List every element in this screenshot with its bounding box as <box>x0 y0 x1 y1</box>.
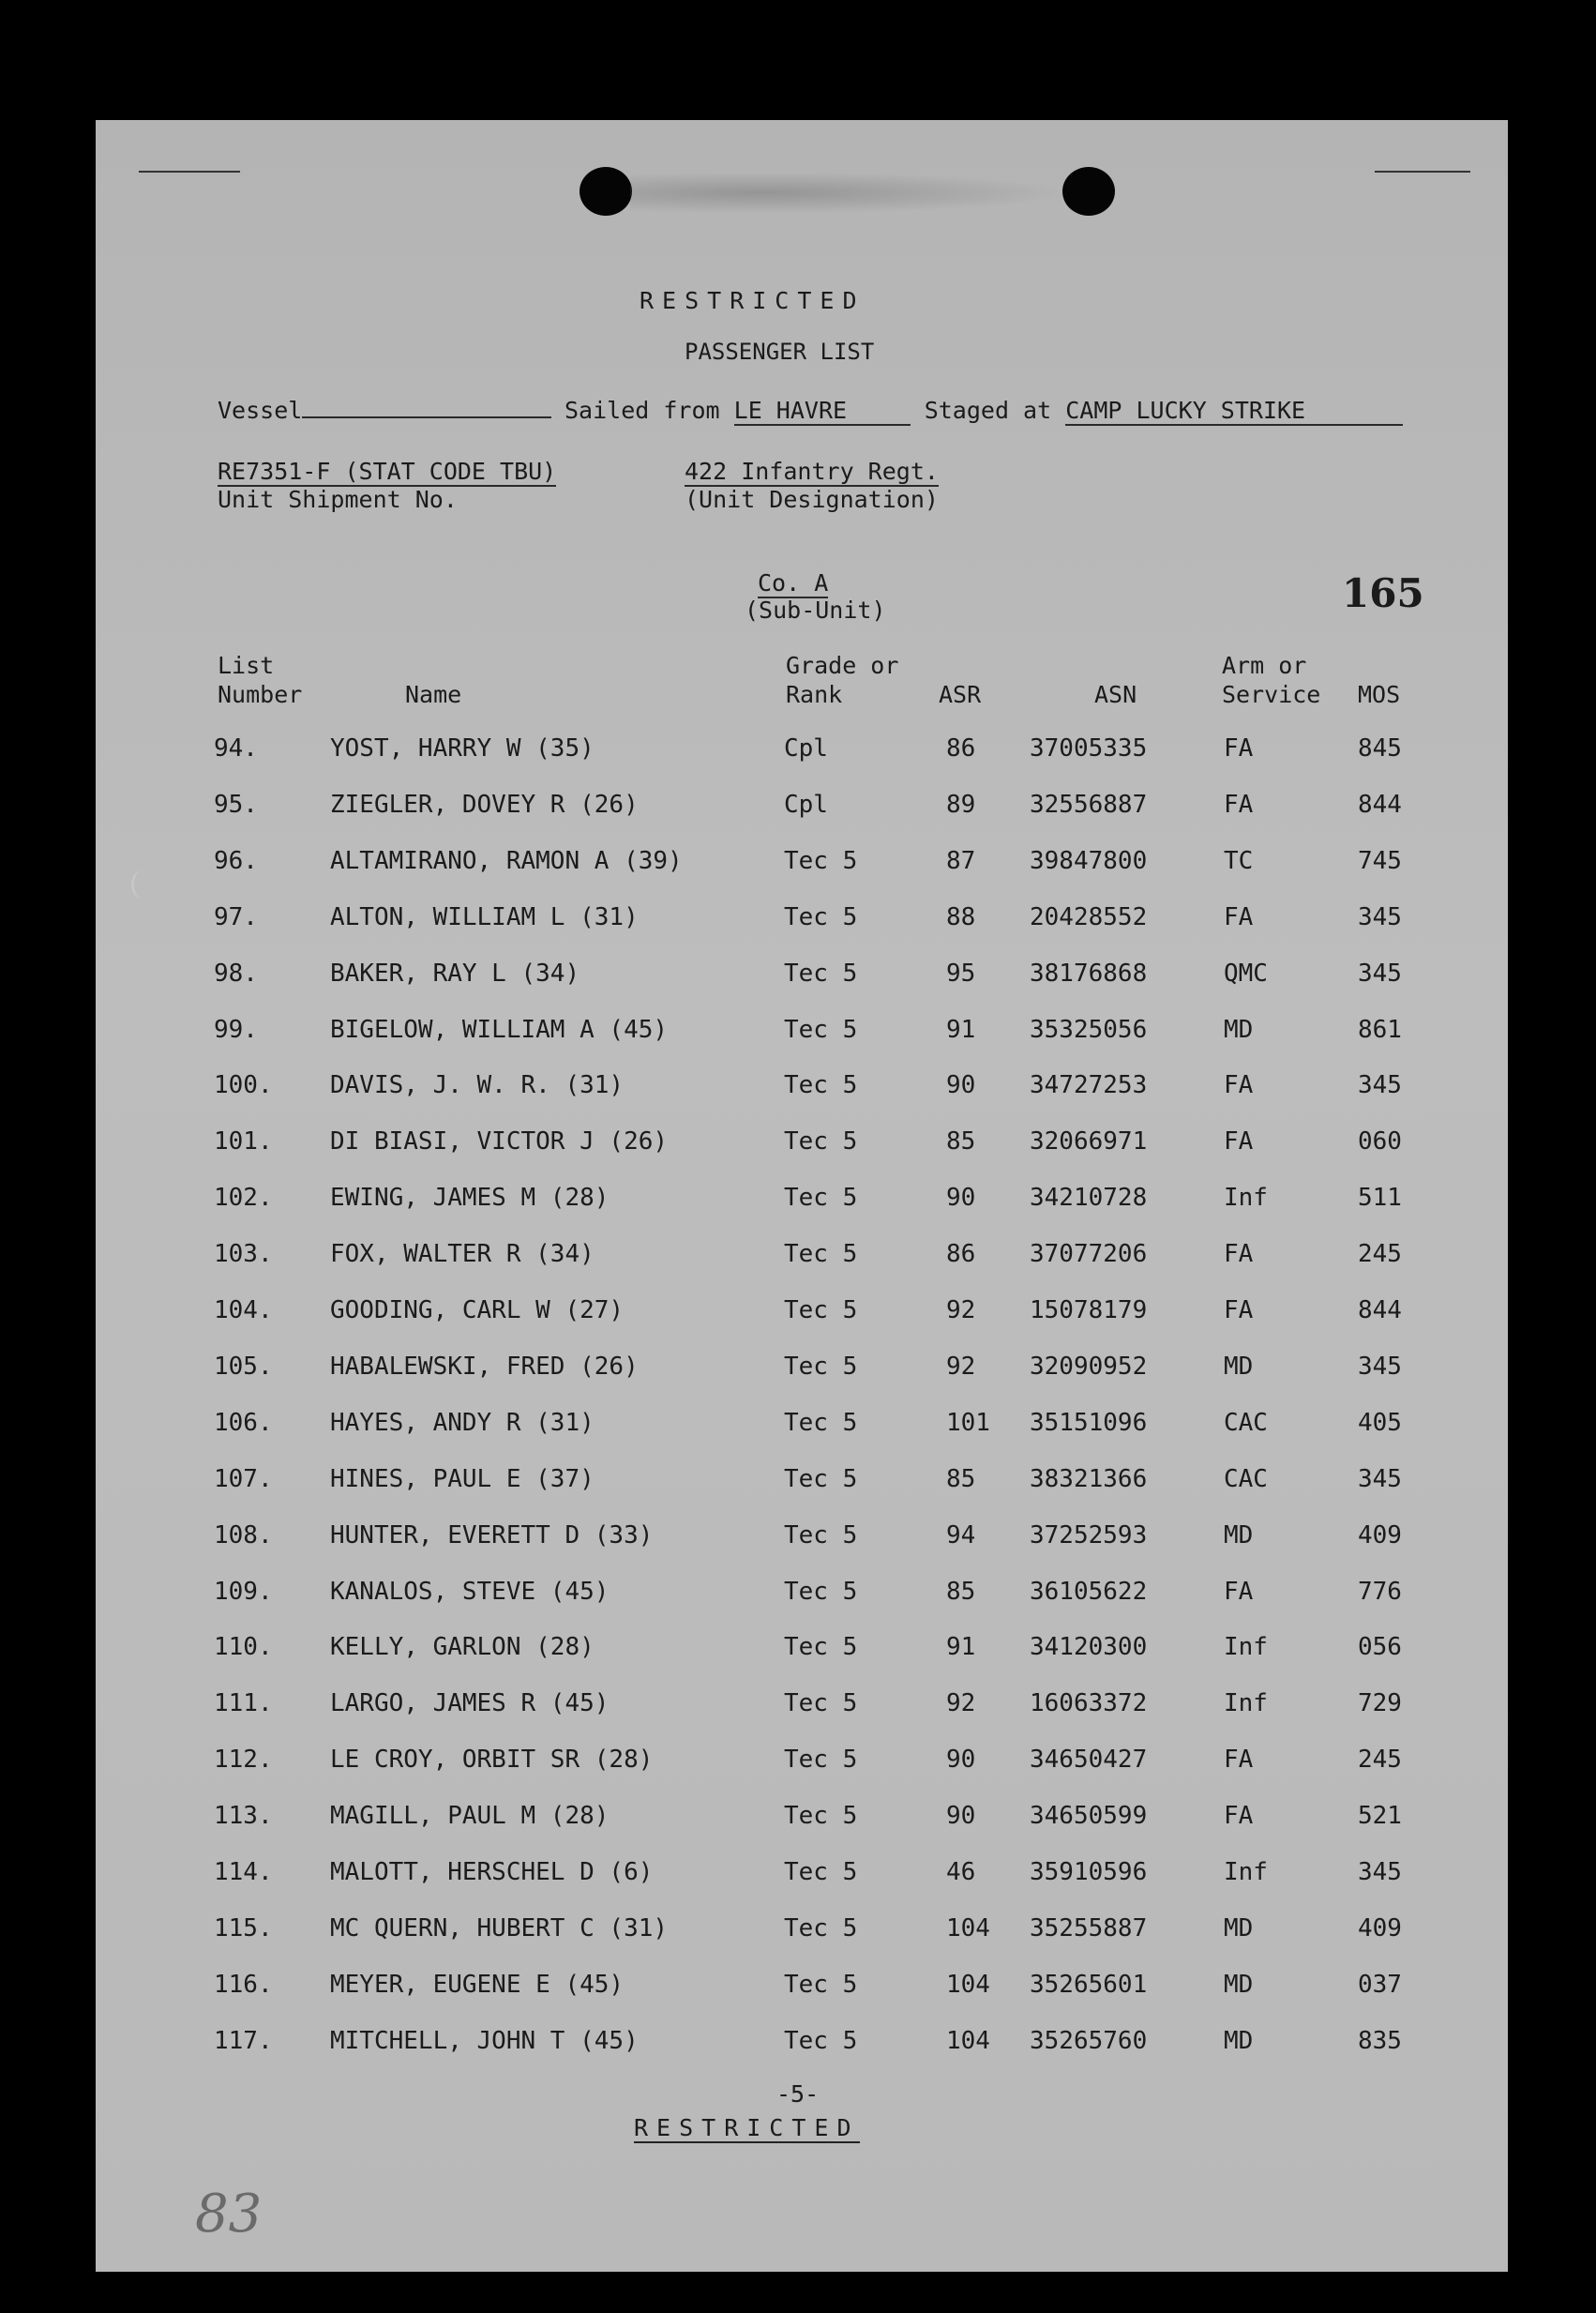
arm-service: FA <box>1224 1240 1254 1268</box>
asr-score: 89 <box>946 791 976 819</box>
arm-service: FA <box>1224 1127 1254 1156</box>
unit-designation-value: 422 Infantry Regt. <box>685 458 939 485</box>
asr-score: 90 <box>946 1184 976 1212</box>
arm-service: FA <box>1224 734 1254 763</box>
arm-service: MD <box>1224 1016 1254 1044</box>
asr-score: 87 <box>946 847 976 875</box>
arm-service: Inf <box>1224 1633 1268 1661</box>
serial-number: 36105622 <box>1030 1578 1148 1606</box>
serial-number: 34727253 <box>1030 1071 1148 1099</box>
asr-score: 90 <box>946 1071 976 1099</box>
grade: Tec 5 <box>784 1689 858 1717</box>
grade: Tec 5 <box>784 1240 858 1268</box>
passenger-name: HABALEWSKI, FRED (26) <box>330 1353 639 1381</box>
punch-hole <box>580 167 632 216</box>
passenger-name: BAKER, RAY L (34) <box>330 960 580 988</box>
grade: Tec 5 <box>784 903 858 931</box>
serial-number: 34650427 <box>1030 1746 1148 1774</box>
staged-label: Staged at <box>924 397 1052 424</box>
mos-code: 844 <box>1358 1296 1402 1324</box>
passenger-name: GOODING, CARL W (27) <box>330 1296 625 1324</box>
mos-code: 511 <box>1358 1184 1402 1212</box>
list-number: 111. <box>214 1689 273 1717</box>
mos-code: 745 <box>1358 847 1402 875</box>
mos-code: 345 <box>1358 1465 1402 1493</box>
mos-code: 245 <box>1358 1240 1402 1268</box>
list-number: 104. <box>214 1296 273 1324</box>
column-header-list-number: List Number <box>218 652 303 708</box>
handwritten-note: 83 <box>195 2184 263 2245</box>
mos-code: 835 <box>1358 2027 1402 2055</box>
passenger-name: KANALOS, STEVE (45) <box>330 1578 610 1606</box>
mos-code: 345 <box>1358 1071 1402 1099</box>
asr-score: 90 <box>946 1802 976 1830</box>
list-number: 107. <box>214 1465 273 1493</box>
list-number: 99. <box>214 1016 258 1044</box>
passenger-name: HAYES, ANDY R (31) <box>330 1409 595 1437</box>
passenger-name: DAVIS, J. W. R. (31) <box>330 1071 625 1099</box>
serial-number: 32556887 <box>1030 791 1148 819</box>
grade: Tec 5 <box>784 1409 858 1437</box>
serial-number: 35151096 <box>1030 1409 1148 1437</box>
passenger-name: MAGILL, PAUL M (28) <box>330 1802 610 1830</box>
mos-code: 345 <box>1358 960 1402 988</box>
list-number: 100. <box>214 1071 273 1099</box>
grade: Cpl <box>784 734 828 763</box>
serial-number: 15078179 <box>1030 1296 1148 1324</box>
document-page <box>96 120 1508 2272</box>
grade: Tec 5 <box>784 1071 858 1099</box>
list-number: 108. <box>214 1521 273 1550</box>
passenger-name: LE CROY, ORBIT SR (28) <box>330 1746 654 1774</box>
sailed-label: Sailed from <box>565 397 720 424</box>
grade: Tec 5 <box>784 1353 858 1381</box>
arm-service: FA <box>1224 903 1254 931</box>
mos-code: 037 <box>1358 1971 1402 1999</box>
passenger-name: BIGELOW, WILLIAM A (45) <box>330 1016 669 1044</box>
list-number: 110. <box>214 1633 273 1661</box>
list-number: 113. <box>214 1802 273 1830</box>
passenger-name: MITCHELL, JOHN T (45) <box>330 2027 639 2055</box>
passenger-name: MEYER, EUGENE E (45) <box>330 1971 625 1999</box>
mos-code: 345 <box>1358 903 1402 931</box>
passenger-name: FOX, WALTER R (34) <box>330 1240 595 1268</box>
list-number: 117. <box>214 2027 273 2055</box>
asr-score: 94 <box>946 1521 976 1550</box>
serial-number: 37005335 <box>1030 734 1148 763</box>
mos-code: 844 <box>1358 791 1402 819</box>
grade: Tec 5 <box>784 1858 858 1886</box>
grade: Tec 5 <box>784 1521 858 1550</box>
asr-score: 91 <box>946 1633 976 1661</box>
arm-service: CAC <box>1224 1465 1268 1493</box>
asr-score: 92 <box>946 1353 976 1381</box>
list-number: 95. <box>214 791 258 819</box>
serial-number: 37252593 <box>1030 1521 1148 1550</box>
arm-service: MD <box>1224 2027 1254 2055</box>
list-number: 102. <box>214 1184 273 1212</box>
grade: Tec 5 <box>784 1465 858 1493</box>
unit-shipment-value: RE7351-F (STAT CODE TBU) <box>218 458 557 485</box>
mos-code: 345 <box>1358 1353 1402 1381</box>
asr-score: 92 <box>946 1296 976 1324</box>
staged-value: CAMP LUCKY STRIKE <box>1065 397 1403 426</box>
asr-score: 101 <box>946 1409 990 1437</box>
sailed-value: LE HAVRE <box>734 397 911 426</box>
grade: Tec 5 <box>784 1016 858 1044</box>
mos-code: 345 <box>1358 1858 1402 1886</box>
mos-code: 060 <box>1358 1127 1402 1156</box>
grade: Tec 5 <box>784 847 858 875</box>
margin-mark <box>131 870 153 899</box>
unit-designation-label: (Unit Designation) <box>685 486 939 513</box>
serial-number: 35325056 <box>1030 1016 1148 1044</box>
list-number: 98. <box>214 960 258 988</box>
list-number: 112. <box>214 1746 273 1774</box>
column-header-name: Name <box>405 681 462 708</box>
passenger-name: HINES, PAUL E (37) <box>330 1465 595 1493</box>
asr-score: 85 <box>946 1465 976 1493</box>
list-number: 109. <box>214 1578 273 1606</box>
grade: Tec 5 <box>784 1184 858 1212</box>
restricted-header: RESTRICTED <box>640 287 866 314</box>
serial-number: 34650599 <box>1030 1802 1148 1830</box>
serial-number: 16063372 <box>1030 1689 1148 1717</box>
asr-score: 86 <box>946 734 976 763</box>
serial-number: 35255887 <box>1030 1914 1148 1943</box>
column-header-grade: Grade or Rank <box>786 652 899 708</box>
serial-number: 35265601 <box>1030 1971 1148 1999</box>
asr-score: 86 <box>946 1240 976 1268</box>
passenger-name: ZIEGLER, DOVEY R (26) <box>330 791 639 819</box>
arm-service: MD <box>1224 1521 1254 1550</box>
grade: Tec 5 <box>784 1127 858 1156</box>
arm-service: Inf <box>1224 1858 1268 1886</box>
mos-code: 405 <box>1358 1409 1402 1437</box>
unit-shipment-label: Unit Shipment No. <box>218 486 458 513</box>
serial-number: 39847800 <box>1030 847 1148 875</box>
serial-number: 38176868 <box>1030 960 1148 988</box>
arm-service: MD <box>1224 1914 1254 1943</box>
serial-number: 32090952 <box>1030 1353 1148 1381</box>
grade: Tec 5 <box>784 2027 858 2055</box>
passenger-name: EWING, JAMES M (28) <box>330 1184 610 1212</box>
mos-code: 521 <box>1358 1802 1402 1830</box>
sailed-line <box>565 397 1403 426</box>
mos-code: 776 <box>1358 1578 1402 1606</box>
mos-code: 245 <box>1358 1746 1402 1774</box>
mos-code: 056 <box>1358 1633 1402 1661</box>
passenger-name: LARGO, JAMES R (45) <box>330 1689 610 1717</box>
margin-tick <box>139 171 240 173</box>
serial-number: 35265760 <box>1030 2027 1148 2055</box>
arm-service: FA <box>1224 791 1254 819</box>
passenger-name: DI BIASI, VICTOR J (26) <box>330 1127 669 1156</box>
mos-code: 409 <box>1358 1521 1402 1550</box>
grade: Tec 5 <box>784 960 858 988</box>
list-number: 94. <box>214 734 258 763</box>
grade: Tec 5 <box>784 1746 858 1774</box>
arm-service: CAC <box>1224 1409 1268 1437</box>
list-number: 116. <box>214 1971 273 1999</box>
mos-code: 861 <box>1358 1016 1402 1044</box>
arm-service: FA <box>1224 1746 1254 1774</box>
asr-score: 46 <box>946 1858 976 1886</box>
asr-score: 95 <box>946 960 976 988</box>
asr-score: 85 <box>946 1578 976 1606</box>
column-header-arm: Arm or Service <box>1222 652 1321 708</box>
passenger-name: ALTAMIRANO, RAMON A (39) <box>330 847 683 875</box>
column-header-asr: ASR <box>939 681 982 708</box>
list-number: 101. <box>214 1127 273 1156</box>
grade: Tec 5 <box>784 1296 858 1324</box>
arm-service: MD <box>1224 1971 1254 1999</box>
arm-service: FA <box>1224 1296 1254 1324</box>
grade: Tec 5 <box>784 1971 858 1999</box>
asr-score: 88 <box>946 903 976 931</box>
arm-service: TC <box>1224 847 1254 875</box>
column-header-mos: MOS <box>1358 681 1401 708</box>
column-header-asn: ASN <box>1094 681 1137 708</box>
arm-service: Inf <box>1224 1184 1268 1212</box>
list-number: 106. <box>214 1409 273 1437</box>
serial-number: 34210728 <box>1030 1184 1148 1212</box>
passenger-name: HUNTER, EVERETT D (33) <box>330 1521 654 1550</box>
grade: Tec 5 <box>784 1802 858 1830</box>
arm-service: MD <box>1224 1353 1254 1381</box>
mos-code: 409 <box>1358 1914 1402 1943</box>
asr-score: 85 <box>946 1127 976 1156</box>
arm-service: FA <box>1224 1802 1254 1830</box>
passenger-name: MC QUERN, HUBERT C (31) <box>330 1914 669 1943</box>
grade: Tec 5 <box>784 1914 858 1943</box>
serial-number: 35910596 <box>1030 1858 1148 1886</box>
smudge-mark <box>630 172 1071 214</box>
page-number: -5- <box>776 2080 820 2108</box>
sub-unit-value: Co. A <box>758 569 829 597</box>
arm-service: FA <box>1224 1071 1254 1099</box>
asr-score: 92 <box>946 1689 976 1717</box>
asr-score: 104 <box>946 1971 990 1999</box>
sub-unit-label: (Sub-Unit) <box>745 597 886 624</box>
asr-score: 91 <box>946 1016 976 1044</box>
asr-score: 90 <box>946 1746 976 1774</box>
serial-number: 34120300 <box>1030 1633 1148 1661</box>
asr-score: 104 <box>946 2027 990 2055</box>
asr-score: 104 <box>946 1914 990 1943</box>
arm-service: QMC <box>1224 960 1268 988</box>
passenger-name: YOST, HARRY W (35) <box>330 734 595 763</box>
serial-number: 38321366 <box>1030 1465 1148 1493</box>
passenger-name: MALOTT, HERSCHEL D (6) <box>330 1858 654 1886</box>
list-number: 115. <box>214 1914 273 1943</box>
mos-code: 845 <box>1358 734 1402 763</box>
passenger-name: KELLY, GARLON (28) <box>330 1633 595 1661</box>
mos-code: 729 <box>1358 1689 1402 1717</box>
list-number: 114. <box>214 1858 273 1886</box>
grade: Tec 5 <box>784 1578 858 1606</box>
grade: Cpl <box>784 791 828 819</box>
list-number: 105. <box>214 1353 273 1381</box>
serial-number: 37077206 <box>1030 1240 1148 1268</box>
restricted-footer: RESTRICTED <box>634 2114 860 2141</box>
arm-service: FA <box>1224 1578 1254 1606</box>
margin-tick <box>1375 171 1470 173</box>
sheet-number: 165 <box>1342 570 1424 616</box>
vessel-value <box>302 416 551 418</box>
serial-number: 20428552 <box>1030 903 1148 931</box>
passenger-name: ALTON, WILLIAM L (31) <box>330 903 639 931</box>
serial-number: 32066971 <box>1030 1127 1148 1156</box>
list-number: 96. <box>214 847 258 875</box>
vessel-line <box>218 397 551 424</box>
list-number: 103. <box>214 1240 273 1268</box>
document-title: PASSENGER LIST <box>685 339 875 365</box>
grade: Tec 5 <box>784 1633 858 1661</box>
vessel-label: Vessel <box>218 397 303 424</box>
list-number: 97. <box>214 903 258 931</box>
arm-service: Inf <box>1224 1689 1268 1717</box>
